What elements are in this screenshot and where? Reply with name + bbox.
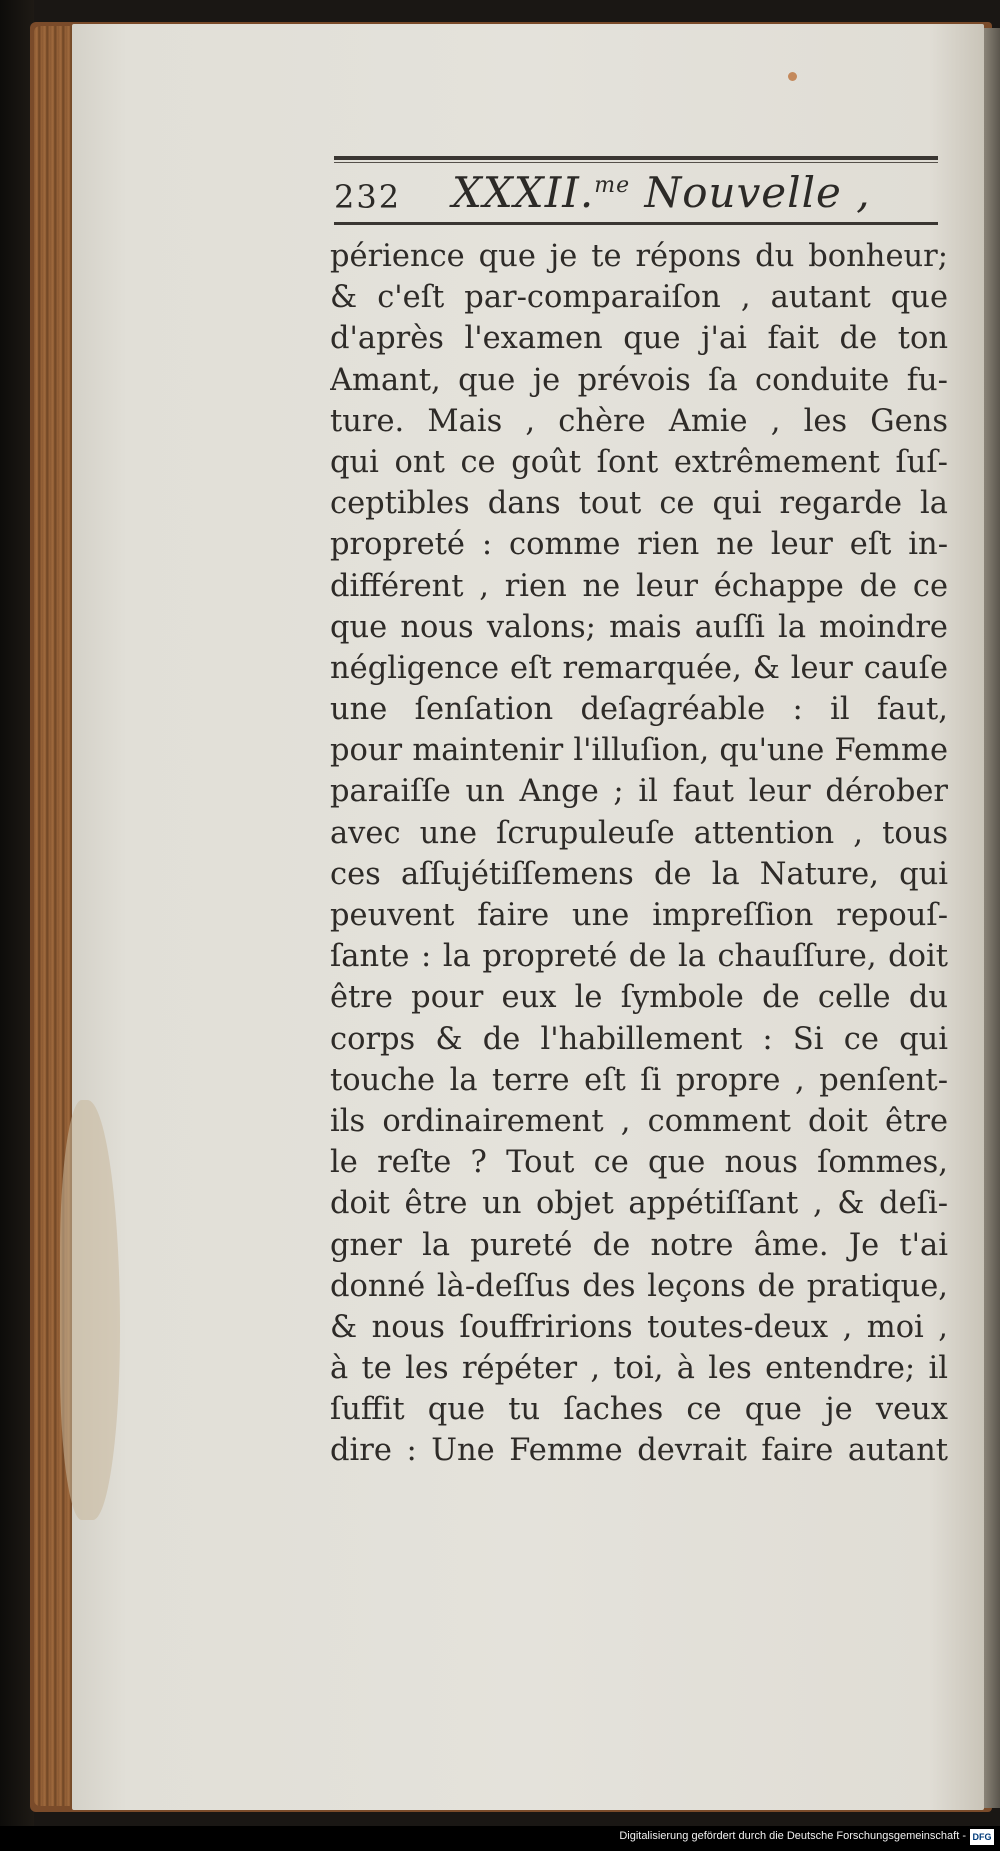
text-line: que nous valons; mais auſſi la moindre bbox=[330, 609, 948, 645]
text-line: donné là-deſſus des leçons de pratique, bbox=[330, 1268, 948, 1304]
text-line: à te les répéter , toi, à les entendre; il bbox=[330, 1351, 948, 1387]
text-line: le reſte ? Tout ce que nous ſommes, bbox=[330, 1145, 948, 1181]
text-line: propreté : comme rien ne leur eſt in- bbox=[330, 527, 948, 563]
text-line: paraiſſe un Ange ; il faut leur dérober bbox=[330, 774, 948, 810]
text-line: dire : Une Femme devrait faire autant bbox=[330, 1433, 948, 1469]
page-number: 232 bbox=[334, 178, 402, 216]
text-line: & nous ſouffririons toutes-deux , moi , bbox=[330, 1309, 948, 1345]
text-line: d'après l'examen que j'ai fait de ton bbox=[330, 321, 948, 357]
text-line: ils ordinairement , comment doit être bbox=[330, 1103, 948, 1139]
text-line: différent , rien ne leur échappe de ce bbox=[330, 568, 948, 604]
text-line: ceptibles dans tout ce qui regarde la bbox=[330, 486, 948, 522]
funding-credit: Digitalisierung gefördert durch die Deutsche Forschungsgemeinschaft - bbox=[619, 1830, 966, 1842]
running-header bbox=[334, 168, 938, 220]
text-line: & c'eſt par-comparaiſon , autant que bbox=[330, 280, 948, 316]
text-line: une ſenſation deſagréable : il faut, bbox=[330, 692, 948, 728]
right-page-edge bbox=[984, 28, 1000, 1808]
text-line: qui ont ce goût ſont extrêmement ſuſ- bbox=[330, 444, 948, 480]
text-line: ſuffit que tu ſaches ce que je veux bbox=[330, 1392, 948, 1428]
scanner-edge bbox=[0, 0, 34, 1851]
ink-spot bbox=[788, 72, 797, 81]
header-rule-bottom bbox=[334, 222, 938, 225]
title-roman: XXXII. bbox=[452, 168, 595, 217]
title-superscript: me bbox=[594, 173, 631, 198]
running-title bbox=[452, 168, 871, 217]
text-line: peuvent faire une impreſſion repouſ- bbox=[330, 898, 948, 933]
text-line: gner la pureté de notre âme. Je t'ai bbox=[330, 1227, 948, 1263]
text-line: périence que je te répons du bonheur; bbox=[330, 239, 948, 274]
text-line: avec une ſcrupuleuſe attention , tous bbox=[330, 815, 948, 851]
dfg-logo-icon: DFG bbox=[970, 1829, 994, 1845]
text-line: touche la terre eſt ſi propre , penſent- bbox=[330, 1062, 948, 1098]
text-line: doit être un objet appétiſſant , & deſi- bbox=[330, 1186, 948, 1222]
text-line: négligence eſt remarquée, & leur cauſe bbox=[330, 650, 948, 686]
text-line: ture. Mais , chère Amie , les Gens bbox=[330, 403, 948, 439]
text-line: corps & de l'habillement : Si ce qui bbox=[330, 1021, 948, 1057]
header-rule-top-thin bbox=[334, 162, 938, 163]
text-line: Amant, que je prévois ſa conduite fu- bbox=[330, 362, 948, 398]
title-word: Nouvelle , bbox=[644, 168, 871, 217]
text-line: ces aſſujétiſſemens de la Nature, qui bbox=[330, 856, 948, 892]
text-line: pour maintenir l'illuſion, qu'une Femme bbox=[330, 733, 948, 769]
body-text bbox=[330, 236, 948, 1472]
text-line: être pour eux le ſymbole de celle du bbox=[330, 980, 948, 1016]
header-rule-top bbox=[334, 156, 938, 160]
text-line: ſante : la propreté de la chauſſure, doit bbox=[330, 939, 948, 975]
